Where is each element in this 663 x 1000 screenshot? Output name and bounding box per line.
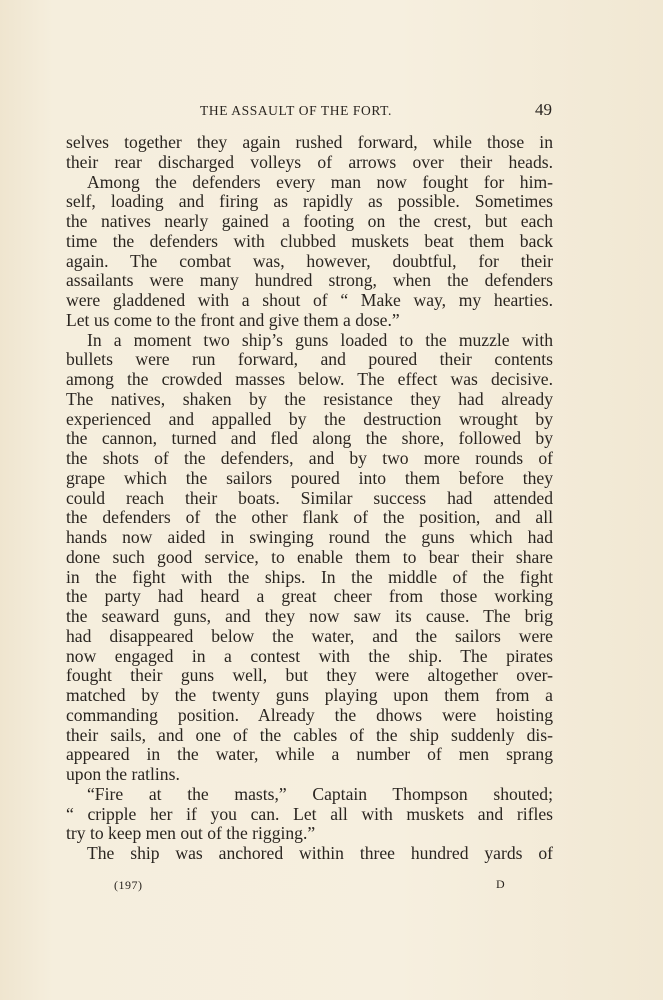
text-line: the defenders of the other flank of the position, and all (66, 507, 553, 528)
text-line: the shots of the defenders, and by two more rounds of (66, 448, 553, 468)
text-line: bullets were run forward, and poured their contents (66, 349, 553, 370)
text-line: try to keep men out of the rigging.” (66, 823, 316, 844)
text-line: fought their guns well, but they were altogether over- (66, 665, 553, 686)
text-line: the natives nearly gained a footing on the crest, but each (66, 211, 553, 231)
text-line: could reach their boats. Similar success had attended (66, 487, 553, 508)
text-line: self, loading and firing as rapidly as possible. Sometimes (66, 191, 553, 212)
text-line: “Fire at the masts,” Captain Thompson shouted; (87, 783, 553, 804)
text-line: hands now aided in swinging round the guns which had (66, 527, 553, 547)
text-line: matched by the twenty guns playing upon them from a (66, 685, 553, 705)
text-line: upon the ratlins. (66, 764, 180, 784)
text-line: assailants were many hundred strong, when the defenders (66, 270, 553, 291)
text-line: the cannon, turned and fled along the shore, followed by (66, 428, 553, 449)
page-header (66, 100, 552, 122)
text-line: had disappeared below the water, and the sailors were (66, 625, 553, 646)
signature-mark: (197) (114, 878, 143, 892)
text-line: In a moment two ship’s guns loaded to the muzzle with (87, 329, 553, 350)
text-line: commanding position. Already the dhows were hoisting (66, 704, 553, 725)
text-line: The ship was anchored within three hundred yards of (87, 843, 553, 863)
text-line: experienced and appalled by the destruction wrought by (66, 408, 553, 429)
body-text (66, 133, 553, 864)
signature-letter: D (496, 877, 505, 891)
text-line: done such good service, to enable them to bear their share (66, 546, 553, 567)
text-line: their sails, and one of the cables of the ship suddenly dis- (66, 724, 553, 745)
text-line: grape which the sailors poured into them before they (66, 467, 553, 488)
text-line: Among the defenders every man now fought for him- (87, 171, 553, 192)
text-line: again. The combat was, however, doubtful, for their (66, 250, 553, 271)
text-line: time the defenders with clubbed muskets beat them back (66, 230, 553, 251)
text-line: the seaward guns, and they now saw its cause. The brig (66, 606, 553, 626)
text-line: the party had heard a great cheer from those working (66, 586, 553, 607)
text-line: “ cripple her if you can. Let all with muskets and rifles (66, 803, 553, 824)
text-line: among the crowded masses below. The effect was decisive. (66, 369, 553, 389)
page-footer (66, 878, 553, 896)
text-line: were gladdened with a shout of “ Make way, my hearties. (66, 290, 553, 310)
text-line: in the fight with the ships. In the middle of the fight (66, 566, 553, 587)
text-line: Let us come to the front and give them a dose.” (66, 309, 400, 330)
text-line: now engaged in a contest with the ship. The pirates (66, 645, 553, 666)
page-number: 49 (535, 100, 552, 119)
text-line: The natives, shaken by the resistance they had already (66, 388, 553, 409)
running-title: THE ASSAULT OF THE FORT. (200, 103, 392, 118)
text-line: selves together they again rushed forward, while those in (66, 132, 553, 152)
text-line: their rear discharged volleys of arrows over their heads. (66, 151, 553, 172)
text-line: appeared in the water, while a number of men sprang (66, 744, 553, 765)
